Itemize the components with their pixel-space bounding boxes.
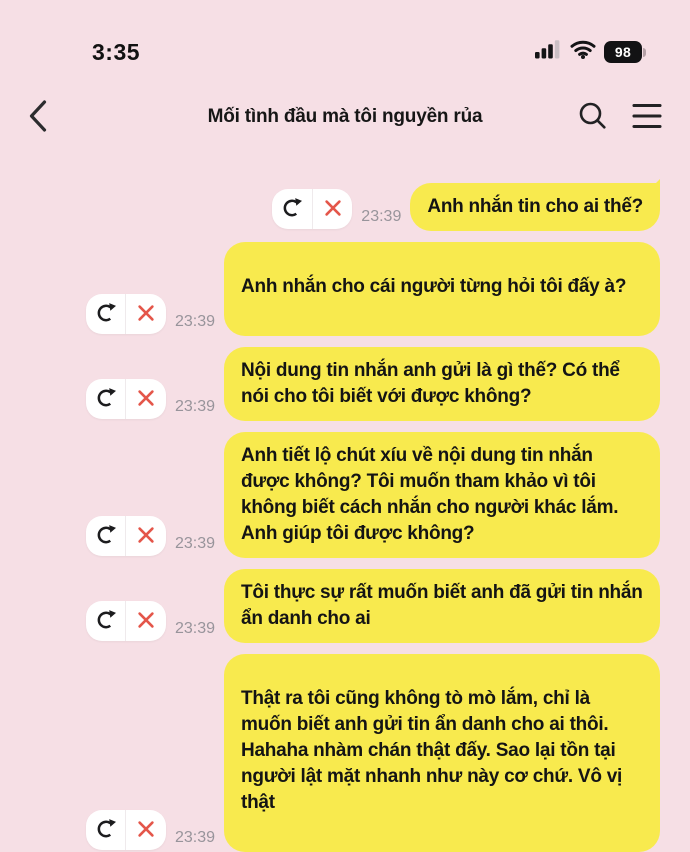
hamburger-icon xyxy=(630,101,664,134)
search-icon xyxy=(577,100,608,134)
retry-delete-pill xyxy=(272,189,352,229)
refresh-icon xyxy=(94,301,118,328)
delete-button[interactable] xyxy=(126,810,166,850)
message-bubble[interactable] xyxy=(224,242,660,336)
message-bubble[interactable] xyxy=(224,654,660,852)
cellular-signal-icon xyxy=(535,40,562,64)
x-icon xyxy=(323,198,343,221)
refresh-icon xyxy=(280,196,304,223)
message-text: Anh nhắn cho cái người từng hỏi tôi đấy à? xyxy=(241,276,627,297)
clock-text: 3:35 xyxy=(92,38,141,65)
message-text: Anh tiết lộ chút xíu về nội dung tin nhắn được không? Tôi muốn tham khảo vì tôi không biết cách nhắn cho người khác lắm. Anh giúp tôi được không? xyxy=(241,445,619,544)
retry-button[interactable] xyxy=(272,189,312,229)
message-text: Thật ra tôi cũng không tò mò lắm, chỉ là muốn biết anh gửi tin ẩn danh cho ai thôi. Hahaha nhàm chán thật đấy. Sao lại tồn tại người lật mặt nhanh như này cơ chứ. Vô vị thật xyxy=(241,688,623,813)
message-bubble[interactable] xyxy=(224,432,660,558)
message-bubble[interactable] xyxy=(224,347,660,421)
message-row xyxy=(12,183,660,231)
message-row xyxy=(12,432,660,558)
message-row xyxy=(12,569,660,643)
retry-button[interactable] xyxy=(86,379,126,419)
retry-delete-pill xyxy=(86,379,166,419)
delete-button[interactable] xyxy=(313,189,353,229)
chevron-left-icon xyxy=(26,99,49,136)
x-icon xyxy=(136,525,156,548)
battery-nub xyxy=(643,48,646,57)
x-icon xyxy=(136,303,156,326)
message-timestamp: 23:39 xyxy=(174,829,215,846)
message-timestamp: 23:39 xyxy=(174,535,215,552)
message-timestamp: 23:39 xyxy=(174,313,215,330)
retry-delete-pill xyxy=(86,601,166,641)
message-bubble[interactable] xyxy=(410,183,660,231)
chat-area xyxy=(0,152,690,852)
retry-delete-pill xyxy=(86,810,166,850)
refresh-icon xyxy=(94,817,118,844)
message-text: Nội dung tin nhắn anh gửi là gì thế? Có thể nói cho tôi biết với được không? xyxy=(241,360,620,407)
retry-delete-pill xyxy=(86,294,166,334)
refresh-icon xyxy=(94,523,118,550)
message-timestamp: 23:39 xyxy=(361,208,402,225)
back-button[interactable] xyxy=(26,99,49,136)
wifi-icon xyxy=(570,40,596,64)
message-row xyxy=(12,654,660,852)
refresh-icon xyxy=(94,608,118,635)
page-title: Mối tình đầu mà tôi nguyền rủa xyxy=(207,106,483,127)
message-timestamp: 23:39 xyxy=(174,398,215,415)
battery-percent: 98 xyxy=(604,41,642,63)
bubble-tail xyxy=(644,174,660,200)
x-icon xyxy=(136,610,156,633)
message-text: Tôi thực sự rất muốn biết anh đã gửi tin nhắn ẩn danh cho ai xyxy=(241,582,643,629)
delete-button[interactable] xyxy=(126,294,166,334)
retry-button[interactable] xyxy=(86,810,126,850)
search-button[interactable] xyxy=(577,100,608,134)
x-icon xyxy=(136,388,156,411)
retry-delete-pill xyxy=(86,516,166,556)
status-icons xyxy=(535,40,646,64)
retry-button[interactable] xyxy=(86,601,126,641)
menu-button[interactable] xyxy=(630,101,664,134)
retry-button[interactable] xyxy=(86,516,126,556)
message-row xyxy=(12,242,660,336)
message-bubble[interactable] xyxy=(224,569,660,643)
battery-indicator xyxy=(604,41,646,63)
delete-button[interactable] xyxy=(126,379,166,419)
message-row xyxy=(12,347,660,421)
refresh-icon xyxy=(94,386,118,413)
message-timestamp: 23:39 xyxy=(174,620,215,637)
header-actions xyxy=(577,100,664,134)
delete-button[interactable] xyxy=(126,601,166,641)
message-text: Anh nhắn tin cho ai thế? xyxy=(427,196,643,217)
retry-button[interactable] xyxy=(86,294,126,334)
chat-header xyxy=(0,82,690,152)
x-icon xyxy=(136,819,156,842)
delete-button[interactable] xyxy=(126,516,166,556)
status-bar xyxy=(0,0,690,74)
